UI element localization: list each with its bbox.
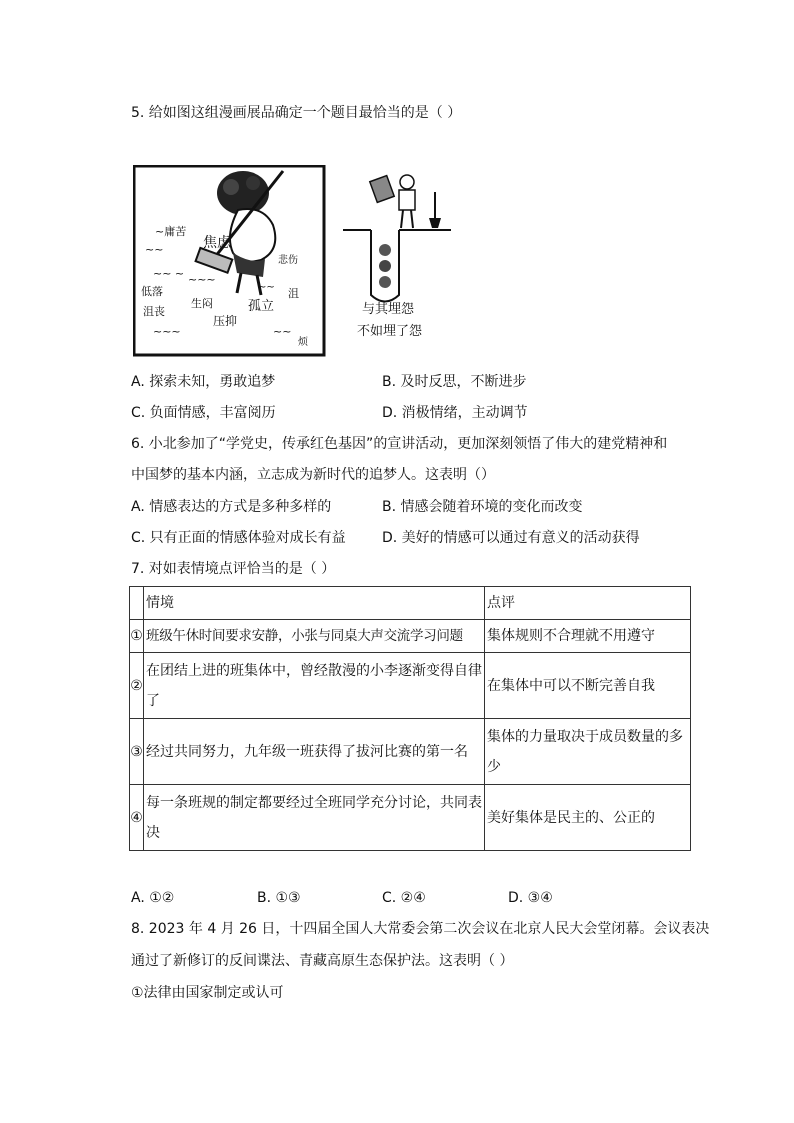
q8-stem-line1: 8. 2023 年 4 月 26 日，十四届全国人大常委会第二次会议在北京人民大会堂闭幕。会议表决 (131, 921, 710, 937)
table-row (130, 620, 691, 653)
q5-stem: 5. 给如图这组漫画展品确定一个题目最恰当的是（ ） (131, 105, 462, 121)
svg-text:沮丧: 沮丧 (143, 305, 165, 318)
table-row-comment: 集体规则不合理就不用遵守 (485, 620, 691, 653)
q7-option-a[interactable]: A. ①② (131, 890, 175, 906)
table-row (130, 785, 691, 851)
table-row-num: ④ (130, 785, 144, 851)
svg-text:生闷: 生闷 (191, 297, 213, 310)
table-header-row (130, 587, 691, 620)
q5-option-d[interactable]: D. 消极情绪，主动调节 (382, 405, 528, 421)
svg-text:烦: 烦 (298, 337, 308, 348)
table-row-num: ③ (130, 719, 144, 785)
q6-stem-line2: 中国梦的基本内涵，立志成为新时代的追梦人。这表明（） (131, 467, 495, 483)
q7-option-c[interactable]: C. ②④ (382, 890, 426, 906)
q6-option-a[interactable]: A. 情感表达的方式是多种多样的 (131, 499, 332, 515)
q6-option-c[interactable]: C. 只有正面的情感体验对成长有益 (131, 530, 346, 546)
q8-item-1: ①法律由国家制定或认可 (131, 985, 284, 1001)
cartoon-left-image (133, 165, 327, 357)
svg-text:~~ ~: ~~ ~ (153, 267, 185, 280)
svg-text:孤立: 孤立 (248, 299, 275, 314)
svg-text:~~: ~~ (258, 282, 275, 293)
table-header-comment: 点评 (485, 587, 691, 620)
table-row-num: ② (130, 653, 144, 719)
cartoon-caption-1: 与其埋怨 (362, 302, 415, 317)
svg-text:~~: ~~ (145, 243, 164, 256)
table-header-num (130, 587, 144, 620)
svg-text:~~: ~~ (273, 325, 292, 338)
q7-table (129, 586, 691, 851)
q7-option-d[interactable]: D. ③④ (508, 890, 553, 906)
q5-option-c[interactable]: C. 负面情感，丰富阅历 (131, 405, 276, 421)
svg-text:悲伤: 悲伤 (278, 255, 298, 266)
table-row-situation: 经过共同努力，九年级一班获得了拔河比赛的第一名 (144, 719, 485, 785)
q6-option-b[interactable]: B. 情感会随着环境的变化而改变 (382, 499, 583, 515)
table-row-comment: 美好集体是民主的、公正的 (485, 785, 691, 851)
q7-stem: 7. 对如表情境点评恰当的是（ ） (131, 561, 336, 577)
table-row-comment: 集体的力量取决于成员数量的多少 (485, 719, 691, 785)
svg-text:~~~: ~~~ (153, 325, 181, 338)
q6-option-d[interactable]: D. 美好的情感可以通过有意义的活动获得 (382, 530, 640, 546)
table-row-comment: 在集体中可以不断完善自我 (485, 653, 691, 719)
svg-text:沮: 沮 (288, 287, 299, 300)
table-row-situation: 在团结上进的班集体中，曾经散漫的小李逐渐变得自律了 (144, 653, 485, 719)
q5-option-a[interactable]: A. 探索未知，勇敢追梦 (131, 374, 276, 390)
q5-option-b[interactable]: B. 及时反思，不断进步 (382, 374, 527, 390)
table-header-situation: 情境 (144, 587, 485, 620)
svg-text:低落: 低落 (141, 285, 163, 298)
table-row-situation: 每一条班规的制定都要经过全班同学充分讨论，共同表决 (144, 785, 485, 851)
table-row-situation: 班级午休时间要求安静，小张与同桌大声交流学习问题 (144, 620, 485, 653)
svg-text:焦虑: 焦虑 (203, 235, 231, 251)
table-row (130, 719, 691, 785)
cartoon-caption-2: 不如埋了怨 (357, 324, 423, 339)
svg-text:~庸苦: ~庸苦 (155, 225, 187, 238)
q8-stem-line2: 通过了新修订的反间谍法、青藏高原生态保护法。这表明（ ） (131, 953, 514, 969)
q7-option-b[interactable]: B. ①③ (257, 890, 301, 906)
svg-text:压抑: 压抑 (213, 314, 238, 328)
table-row-num: ① (130, 620, 144, 653)
svg-text:~~~: ~~~ (188, 273, 216, 286)
table-row (130, 653, 691, 719)
q6-stem-line1: 6. 小北参加了“学党史，传承红色基因”的宣讲活动，更加深刻领悟了伟大的建党精神和 (131, 436, 668, 452)
